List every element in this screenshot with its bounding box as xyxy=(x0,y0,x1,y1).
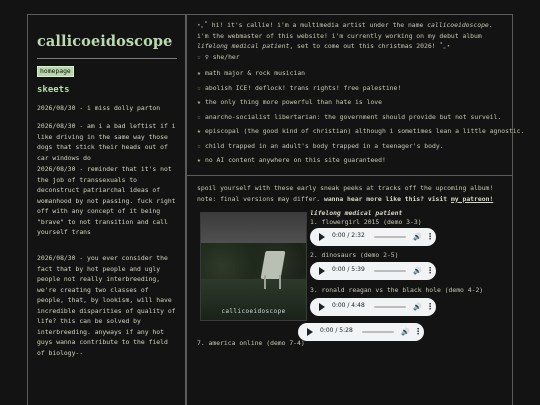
audio-player[interactable] xyxy=(310,298,436,316)
track-title: 1. flowergirl 2015 (demo 3-3) xyxy=(310,218,422,226)
track-time: 0:00 / 2:32 xyxy=(332,232,365,239)
title-divider xyxy=(37,58,177,59)
track-time: 0:00 / 5:28 xyxy=(320,327,353,334)
fact-item: ☆ child trapped in an adult's body trapped in a teenager's body. xyxy=(197,142,444,150)
album-cover xyxy=(200,212,307,321)
more-vert-icon[interactable]: ⋮ xyxy=(426,302,434,311)
album-cover-caption: callicoeidoscope xyxy=(221,308,286,316)
site-title: callicoeidoscope xyxy=(37,33,173,50)
fact-item: ☆ ♀ she/her xyxy=(197,53,240,61)
fact-item: ★ episcopal (the good kind of christian) although i sometimes lean a little agnostic. xyxy=(197,127,525,135)
fact-item: ☆ abolish ICE! deflock! trans rights! free palestine! xyxy=(197,84,402,92)
seek-bar[interactable] xyxy=(362,331,394,333)
fact-item: ☆ anarcho-socialist libertarian: the government should provide but not surveil. xyxy=(197,113,502,121)
artist-alias: callicoeidoscope xyxy=(427,21,489,29)
track-title: 3. ronald reagan vs the black hole (demo 4-2) xyxy=(310,286,484,294)
fact-item: ★ math major & rock musician xyxy=(197,69,306,77)
patreon-link[interactable]: my patreon! xyxy=(450,194,494,203)
skeets-heading: skeets xyxy=(37,85,70,95)
skeet-item: 2026/08/30 - am i a bad leftist if i like driving in the same way those dogs that stick their heads out of car windows do xyxy=(37,122,176,162)
seek-bar[interactable] xyxy=(374,306,406,308)
volume-icon[interactable]: 🔊 xyxy=(413,233,422,241)
volume-icon[interactable]: 🔊 xyxy=(413,303,422,311)
audio-player[interactable] xyxy=(298,323,424,341)
more-vert-icon[interactable]: ⋮ xyxy=(414,327,422,336)
seek-bar[interactable] xyxy=(374,270,406,272)
skeet-item: 2026/08/30 - you ever consider the fact that by hot people and ugly people not really interbreeding, we're creating two classes of people, that, by lookism, will have incredible disparities of quality of life? this can be solved by interbreeding. anyways if any hot guys wanna contribute to the field of biology-- xyxy=(37,254,176,357)
skeet-item: 2026/08/30 - i miss dolly parton xyxy=(37,104,161,112)
track-title: 7. america online (demo 7-4) xyxy=(197,339,305,347)
fact-item: ★ no AI content anywhere on this site guaranteed! xyxy=(197,156,386,164)
intro-paragraph: ⋆｡˚ hi! it's callie! i'm a multimedia artist under the name callicoeidoscope. i'm the webmaster of this website! i'm currently working on my debut album lifelong medical patient, set to come out this christmas 2026! ˚｡⋆ xyxy=(197,21,493,50)
play-icon[interactable] xyxy=(319,267,325,275)
audio-player[interactable] xyxy=(310,228,436,246)
track-time: 0:00 / 5:39 xyxy=(332,266,365,273)
skeet-item: 2026/08/30 - reminder that it's not the job of transsexuals to deconstruct patriarchal ideas of womanhood by not passing. fuck right off with any concept of it being "brave" to not transition and call yourself trans xyxy=(37,165,176,236)
sneak-peek-text: spoil yourself with these early sneak peeks at tracks off the upcoming album! note: final versions may differ. wanna hear more like this? visit my patreon! xyxy=(197,184,494,203)
audio-player[interactable] xyxy=(310,262,436,280)
play-icon[interactable] xyxy=(319,303,325,311)
seek-bar[interactable] xyxy=(374,236,406,238)
play-icon[interactable] xyxy=(319,233,325,241)
track-title: 2. dinosaurs (demo 2-5) xyxy=(310,251,399,259)
album-title: lifelong medical patient xyxy=(310,209,403,217)
volume-icon[interactable]: 🔊 xyxy=(413,267,422,275)
fact-item: ★ the only thing more powerful than hate is love xyxy=(197,98,382,106)
more-vert-icon[interactable]: ⋮ xyxy=(426,232,434,241)
track-time: 0:00 / 4:48 xyxy=(332,302,365,309)
play-icon[interactable] xyxy=(307,328,313,336)
volume-icon[interactable]: 🔊 xyxy=(401,328,410,336)
more-vert-icon[interactable]: ⋮ xyxy=(426,266,434,275)
album-name: lifelong medical patient xyxy=(197,42,290,50)
homepage-link[interactable]: homepage xyxy=(37,66,74,77)
